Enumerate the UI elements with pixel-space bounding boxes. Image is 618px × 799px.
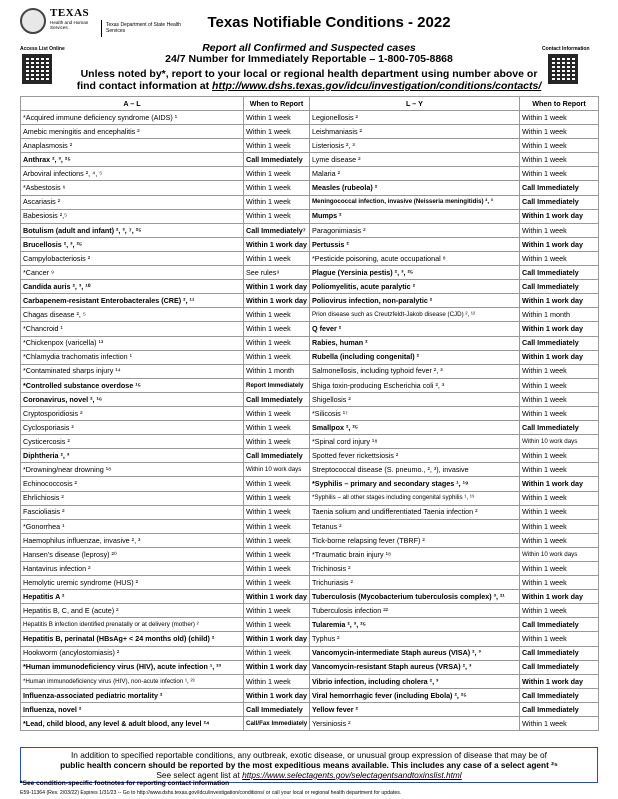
table-body (21, 111, 599, 731)
condition-cell: Hantavirus infection ² (21, 562, 244, 576)
table-row (21, 576, 599, 590)
when-to-report-cell: Within 1 work day (244, 294, 310, 308)
conditions-table (20, 96, 599, 731)
condition-cell: Cryptosporidiosis ² (21, 406, 244, 420)
when-to-report-cell: Within 1 week (244, 139, 310, 153)
when-to-report-cell: Call Immediately (520, 646, 599, 660)
table-row (21, 449, 599, 463)
when-to-report-cell: Within 1 work day (520, 322, 599, 336)
condition-cell: Influenza-associated pediatric mortality ² (21, 688, 244, 702)
page-title: Texas Notifiable Conditions - 2022 (207, 14, 451, 31)
when-to-report-cell: Within 1 week (244, 505, 310, 519)
table-row (21, 251, 599, 265)
when-to-report-cell: Within 1 week (244, 251, 310, 265)
condition-cell: *Controlled substance overdose ¹⁵ (21, 378, 244, 392)
table-row (21, 350, 599, 364)
when-to-report-cell: Call Immediately (520, 336, 599, 350)
table-row (21, 604, 599, 618)
dept-name: Texas Department of State Health Services (106, 22, 182, 34)
when-to-report-cell: Within 1 week (520, 562, 599, 576)
table-row (21, 125, 599, 139)
condition-cell: Legionellosis ² (310, 111, 520, 125)
footer-line2: public health concern should be reported by the most expeditious means available. This includes any case of a select agent ²⁵ (60, 760, 558, 770)
condition-cell: Rabies, human ² (310, 336, 520, 350)
condition-cell: Diphtheria ², ³ (21, 449, 244, 463)
condition-cell: Plague (Yersinia pestis) ², ³, ²⁵ (310, 266, 520, 280)
condition-cell: Measles (rubeola) ² (310, 181, 520, 195)
when-to-report-cell: Within 1 week (520, 139, 599, 153)
table-row (21, 717, 599, 731)
condition-cell: Influenza, novel ² (21, 702, 244, 716)
col-head-when-2: When to Report (520, 97, 599, 111)
when-to-report-cell: Within 1 week (244, 181, 310, 195)
org-name: TEXAS (50, 7, 90, 19)
when-to-report-cell: Within 1 week (244, 477, 310, 491)
footnote-note: *See condition-specific footnotes for reporting contact information (20, 780, 230, 787)
condition-cell: Paragonimiasis ² (310, 223, 520, 237)
table-row (21, 674, 599, 688)
when-to-report-cell: Within 1 week (520, 406, 599, 420)
table-row (21, 153, 599, 167)
condition-cell: Rubella (including congenital) ² (310, 350, 520, 364)
when-to-report-cell: Within 10 work days (244, 463, 310, 477)
when-to-report-cell: Within 1 work day (520, 209, 599, 223)
when-to-report-cell: Call Immediately (520, 266, 599, 280)
condition-cell: Arboviral infections ², ⁴, ⁵ (21, 167, 244, 181)
table-row (21, 463, 599, 477)
form-info: E59-11364 (Rev. 2/03/22) Expires 1/31/23 -- Go to http://www.dshs.texas.gov/idcu/investigation/conditions/ or call your local or regional health department for updates. (20, 790, 402, 796)
table-row (21, 491, 599, 505)
footer-line3 (27, 770, 591, 780)
when-to-report-cell: Within 1 week (244, 209, 310, 223)
condition-cell: *Traumatic brain injury ¹⁸ (310, 547, 520, 561)
table-row (21, 181, 599, 195)
condition-cell: Vibrio infection, including cholera ², ³ (310, 674, 520, 688)
when-to-report-cell: Within 1 week (520, 125, 599, 139)
when-to-report-cell: Within 1 week (244, 576, 310, 590)
when-to-report-cell: Call Immediately (520, 421, 599, 435)
when-to-report-cell: Within 1 week (244, 646, 310, 660)
when-to-report-cell: Within 1 week (520, 533, 599, 547)
when-to-report-cell: Within 1 week (244, 491, 310, 505)
condition-cell: Streptococcal disease (S. pneumo., ², ³), invasive (310, 463, 520, 477)
when-to-report-cell: Within 1 week (520, 251, 599, 265)
condition-cell: *Pesticide poisoning, acute occupational ⁸ (310, 251, 520, 265)
condition-cell: Carbapenem-resistant Enterobacterales (CRE) ², ¹¹ (21, 294, 244, 308)
table-row (21, 223, 599, 237)
table-row (21, 533, 599, 547)
table-row (21, 660, 599, 674)
when-to-report-cell: Within 1 week (520, 223, 599, 237)
condition-cell: Cyclosporiasis ² (21, 421, 244, 435)
condition-cell: Typhus ² (310, 632, 520, 646)
table-row (21, 294, 599, 308)
table-row (21, 209, 599, 223)
condition-cell: Tuberculosis (Mycobacterium tuberculosis complex) ³, ²¹ (310, 590, 520, 604)
condition-cell: Vancomycin-intermediate Staph aureus (VISA) ², ³ (310, 646, 520, 660)
col-head-when-1: When to Report (244, 97, 310, 111)
table-row (21, 519, 599, 533)
col-head-l-y: L – Y (310, 97, 520, 111)
when-to-report-cell: Within 1 week (244, 519, 310, 533)
condition-cell: Spotted fever rickettsiosis ² (310, 449, 520, 463)
condition-cell: Fascioliasis ² (21, 505, 244, 519)
table-row (21, 505, 599, 519)
condition-cell: Anthrax ², ³, ²⁵ (21, 153, 244, 167)
when-to-report-cell: Call Immediately (520, 688, 599, 702)
table-row (21, 688, 599, 702)
condition-cell: Poliomyelitis, acute paralytic ² (310, 280, 520, 294)
table-row (21, 618, 599, 632)
condition-cell: Amebic meningitis and encephalitis ² (21, 125, 244, 139)
access-list-label: Access List Online (20, 46, 65, 52)
condition-cell: Echinococcosis ² (21, 477, 244, 491)
condition-cell: Anaplasmosis ² (21, 139, 244, 153)
condition-cell: *Chickenpox (varicella) ¹³ (21, 336, 244, 350)
condition-cell: Hookworm (ancylostomiasis) ² (21, 646, 244, 660)
table-row (21, 266, 599, 280)
condition-cell: Trichinosis ² (310, 562, 520, 576)
when-to-report-cell: Call Immediately (520, 280, 599, 294)
condition-cell: Salmonellosis, including typhoid fever ², ³ (310, 364, 520, 378)
footer-notice (20, 747, 598, 783)
table-row (21, 547, 599, 561)
table-row (21, 632, 599, 646)
when-to-report-cell: Within 1 week (244, 111, 310, 125)
condition-cell: Ascariasis ² (21, 195, 244, 209)
instruction-line2: find contact information at (76, 80, 213, 92)
contact-info-label: Contact Information (542, 46, 590, 52)
table-row (21, 364, 599, 378)
header (0, 0, 618, 95)
when-to-report-cell: Within 1 week (244, 125, 310, 139)
when-to-report-cell: Within 1 work day (520, 237, 599, 251)
select-agent-link[interactable]: https://www.selectagents.gov/selectagentsandtoxinslist.html (242, 770, 462, 780)
when-to-report-cell: Within 1 week (520, 153, 599, 167)
when-to-report-cell: Within 1 week (244, 167, 310, 181)
condition-cell: Cysticercosis ² (21, 435, 244, 449)
table-row (21, 702, 599, 716)
condition-cell: *Acquired immune deficiency syndrome (AIDS) ¹ (21, 111, 244, 125)
condition-cell: Shigellosis ² (310, 392, 520, 406)
condition-cell: Pertussis ² (310, 237, 520, 251)
when-to-report-cell: Within 1 week (520, 378, 599, 392)
table-row (21, 336, 599, 350)
when-to-report-cell: Within 1 week (244, 350, 310, 364)
when-to-report-cell: Within 1 week (520, 111, 599, 125)
when-to-report-cell: Call/Fax Immediately (244, 717, 310, 731)
table-header-row (21, 97, 599, 111)
col-head-a-l: A – L (21, 97, 244, 111)
table-row (21, 322, 599, 336)
when-to-report-cell: Within 1 week (520, 505, 599, 519)
table-row (21, 421, 599, 435)
hotline: 24/7 Number for Immediately Reportable – 1-800-705-8868 (165, 53, 453, 65)
when-to-report-cell: Within 10 work days (520, 435, 599, 449)
condition-cell: *Human immunodeficiency virus (HIV), acute infection ¹, ²³ (21, 660, 244, 674)
condition-cell: Babesiosis ²,⁵ (21, 209, 244, 223)
when-to-report-cell: Within 1 work day (244, 660, 310, 674)
condition-cell: *Silicosis ¹⁷ (310, 406, 520, 420)
when-to-report-cell: Within 1 work day (244, 632, 310, 646)
when-to-report-cell: Within 1 week (520, 491, 599, 505)
table-row (21, 378, 599, 392)
condition-cell: Chagas disease ², ⁵ (21, 308, 244, 322)
condition-cell: Brucellosis ², ³, ²⁵ (21, 237, 244, 251)
when-to-report-cell: Within 1 week (244, 322, 310, 336)
when-to-report-cell: Within 1 work day (520, 350, 599, 364)
condition-cell: Hepatitis B infection identified prenatally or at delivery (mother) ² (21, 618, 244, 632)
when-to-report-cell: Within 1 work day (520, 590, 599, 604)
condition-cell: *Contaminated sharps injury ¹⁴ (21, 364, 244, 378)
when-to-report-cell: Within 1 week (244, 435, 310, 449)
table-row (21, 195, 599, 209)
table-row (21, 139, 599, 153)
when-to-report-cell: Within 1 week (520, 167, 599, 181)
when-to-report-cell: Call Immediately (520, 702, 599, 716)
condition-cell: Tularemia ², ³, ²⁵ (310, 618, 520, 632)
condition-cell: *Syphilis – primary and secondary stages ¹, ¹⁹ (310, 477, 520, 491)
condition-cell: Yellow fever ² (310, 702, 520, 716)
when-to-report-cell: Within 1 week (244, 533, 310, 547)
condition-cell: Haemophilus influenzae, invasive ², ³ (21, 533, 244, 547)
when-to-report-cell: See rules⁹ (244, 266, 310, 280)
when-to-report-cell: Within 1 week (244, 618, 310, 632)
when-to-report-cell: Within 1 week (520, 364, 599, 378)
when-to-report-cell: Call Immediately (244, 449, 310, 463)
condition-cell: Taenia solium and undifferentiated Taenia infection ² (310, 505, 520, 519)
condition-cell: Hansen’s disease (leprosy) ²⁰ (21, 547, 244, 561)
condition-cell: Tick-borne relapsing fever (TBRF) ² (310, 533, 520, 547)
table-row (21, 562, 599, 576)
when-to-report-cell: Call Immediately (520, 618, 599, 632)
when-to-report-cell: Within 1 week (244, 547, 310, 561)
footer-line1: In addition to specified reportable conditions, any outbreak, exotic disease, or unusual group expression of disease that may be of (71, 750, 547, 760)
condition-cell: *Spinal cord injury ¹⁸ (310, 435, 520, 449)
condition-cell: Tetanus ² (310, 519, 520, 533)
when-to-report-cell: Within 1 month (520, 308, 599, 322)
condition-cell: Hepatitis B, C, and E (acute) ² (21, 604, 244, 618)
when-to-report-cell: Within 1 week (244, 308, 310, 322)
when-to-report-cell: Within 1 week (520, 717, 599, 731)
table-row (21, 477, 599, 491)
condition-cell: Trichuriasis ² (310, 576, 520, 590)
when-to-report-cell: Within 1 week (520, 519, 599, 533)
when-to-report-cell: Within 1 week (244, 336, 310, 350)
condition-cell: Vancomycin-resistant Staph aureus (VRSA) ², ³ (310, 660, 520, 674)
table-row (21, 435, 599, 449)
condition-cell: Poliovirus infection, non-paralytic ² (310, 294, 520, 308)
condition-cell: Hepatitis A ² (21, 590, 244, 604)
when-to-report-cell: Within 1 week (520, 463, 599, 477)
condition-cell: *Lead, child blood, any level & adult blood, any level ²⁴ (21, 717, 244, 731)
condition-cell: Meningococcal infection, invasive (Neisseria meningitidis) ², ³ (310, 195, 520, 209)
when-to-report-cell: Call Immediately⁷ (244, 223, 310, 237)
when-to-report-cell: Within 1 week (244, 562, 310, 576)
when-to-report-cell: Within 1 work day (520, 477, 599, 491)
when-to-report-cell: Within 1 work day (520, 294, 599, 308)
condition-cell: *Chlamydia trachomatis infection ¹ (21, 350, 244, 364)
when-to-report-cell: Within 1 month (244, 364, 310, 378)
condition-cell: Q fever ² (310, 322, 520, 336)
when-to-report-cell: Within 1 week (520, 632, 599, 646)
contacts-link[interactable]: http://www.dshs.texas.gov/idcu/investigation/conditions/contacts/ (212, 80, 542, 92)
condition-cell: Campylobacteriosis ² (21, 251, 244, 265)
condition-cell: Coronavirus, novel ², ¹⁶ (21, 392, 244, 406)
condition-cell: Ehrlichiosis ² (21, 491, 244, 505)
when-to-report-cell: Within 1 week (520, 449, 599, 463)
condition-cell: Yersiniosis ² (310, 717, 520, 731)
condition-cell: Candida auris ², ³, ¹⁰ (21, 280, 244, 294)
condition-cell: *Drowning/near drowning ¹⁸ (21, 463, 244, 477)
when-to-report-cell: Call Immediately (520, 660, 599, 674)
subtitle: Report all Confirmed and Suspected cases (202, 42, 416, 54)
condition-cell: Viral hemorrhagic fever (including Ebola) ², ²⁵ (310, 688, 520, 702)
condition-cell: Hemolytic uremic syndrome (HUS) ² (21, 576, 244, 590)
when-to-report-cell: Within 10 work days (520, 547, 599, 561)
condition-cell: Smallpox ², ²⁵ (310, 421, 520, 435)
when-to-report-cell: Call Immediately (244, 153, 310, 167)
condition-cell: *Human immunodeficiency virus (HIV), non-acute infection ¹, ²³ (21, 674, 244, 688)
condition-cell: *Cancer ⁹ (21, 266, 244, 280)
table-row (21, 237, 599, 251)
when-to-report-cell: Within 1 work day (244, 280, 310, 294)
table-row (21, 646, 599, 660)
table-row (21, 111, 599, 125)
condition-cell: Lyme disease ² (310, 153, 520, 167)
table-row (21, 280, 599, 294)
table-row (21, 406, 599, 420)
when-to-report-cell: Within 1 work day (520, 674, 599, 688)
table-row (21, 392, 599, 406)
table-row (21, 590, 599, 604)
footer-line3-text: See select agent list at (156, 770, 243, 780)
condition-cell: Mumps ² (310, 209, 520, 223)
condition-cell: Leishmaniasis ² (310, 125, 520, 139)
table-row (21, 308, 599, 322)
when-to-report-cell: Call Immediately (244, 702, 310, 716)
condition-cell: Tuberculosis infection ²² (310, 604, 520, 618)
condition-cell: Prion disease such as Creutzfeldt-Jakob disease (CJD) ², ¹² (310, 308, 520, 322)
when-to-report-cell: Within 1 work day (244, 237, 310, 251)
condition-cell: Shiga toxin-producing Escherichia coli ², ³ (310, 378, 520, 392)
when-to-report-cell: Call Immediately (520, 181, 599, 195)
condition-cell: Malaria ² (310, 167, 520, 181)
when-to-report-cell: Within 1 week (244, 674, 310, 688)
when-to-report-cell: Within 1 week (244, 406, 310, 420)
when-to-report-cell: Call Immediately (244, 392, 310, 406)
condition-cell: *Gonorrhea ¹ (21, 519, 244, 533)
table-row (21, 167, 599, 181)
when-to-report-cell: Report Immediately (244, 378, 310, 392)
instruction-line1: Unless noted by*, report to your local or regional health department using number above or (80, 68, 538, 80)
when-to-report-cell: Within 1 week (244, 421, 310, 435)
condition-cell: *Chancroid ¹ (21, 322, 244, 336)
when-to-report-cell: Within 1 week (244, 195, 310, 209)
when-to-report-cell: Call Immediately (520, 195, 599, 209)
when-to-report-cell: Within 1 week (520, 392, 599, 406)
org-sub: Health and Human Services (50, 20, 89, 30)
condition-cell: Hepatitis B, perinatal (HBsAg+ < 24 months old) (child) ² (21, 632, 244, 646)
condition-cell: Botulism (adult and infant) ², ³, ⁷, ²⁵ (21, 223, 244, 237)
instruction (0, 68, 618, 92)
condition-cell: *Asbestosis ⁶ (21, 181, 244, 195)
condition-cell: Listeriosis ², ³ (310, 139, 520, 153)
condition-cell: *Syphilis – all other stages including congenital syphilis ¹, ¹⁹ (310, 491, 520, 505)
when-to-report-cell: Within 1 week (520, 576, 599, 590)
when-to-report-cell: Within 1 work day (244, 590, 310, 604)
when-to-report-cell: Within 1 week (244, 604, 310, 618)
when-to-report-cell: Within 1 week (520, 604, 599, 618)
when-to-report-cell: Within 1 work day (244, 688, 310, 702)
